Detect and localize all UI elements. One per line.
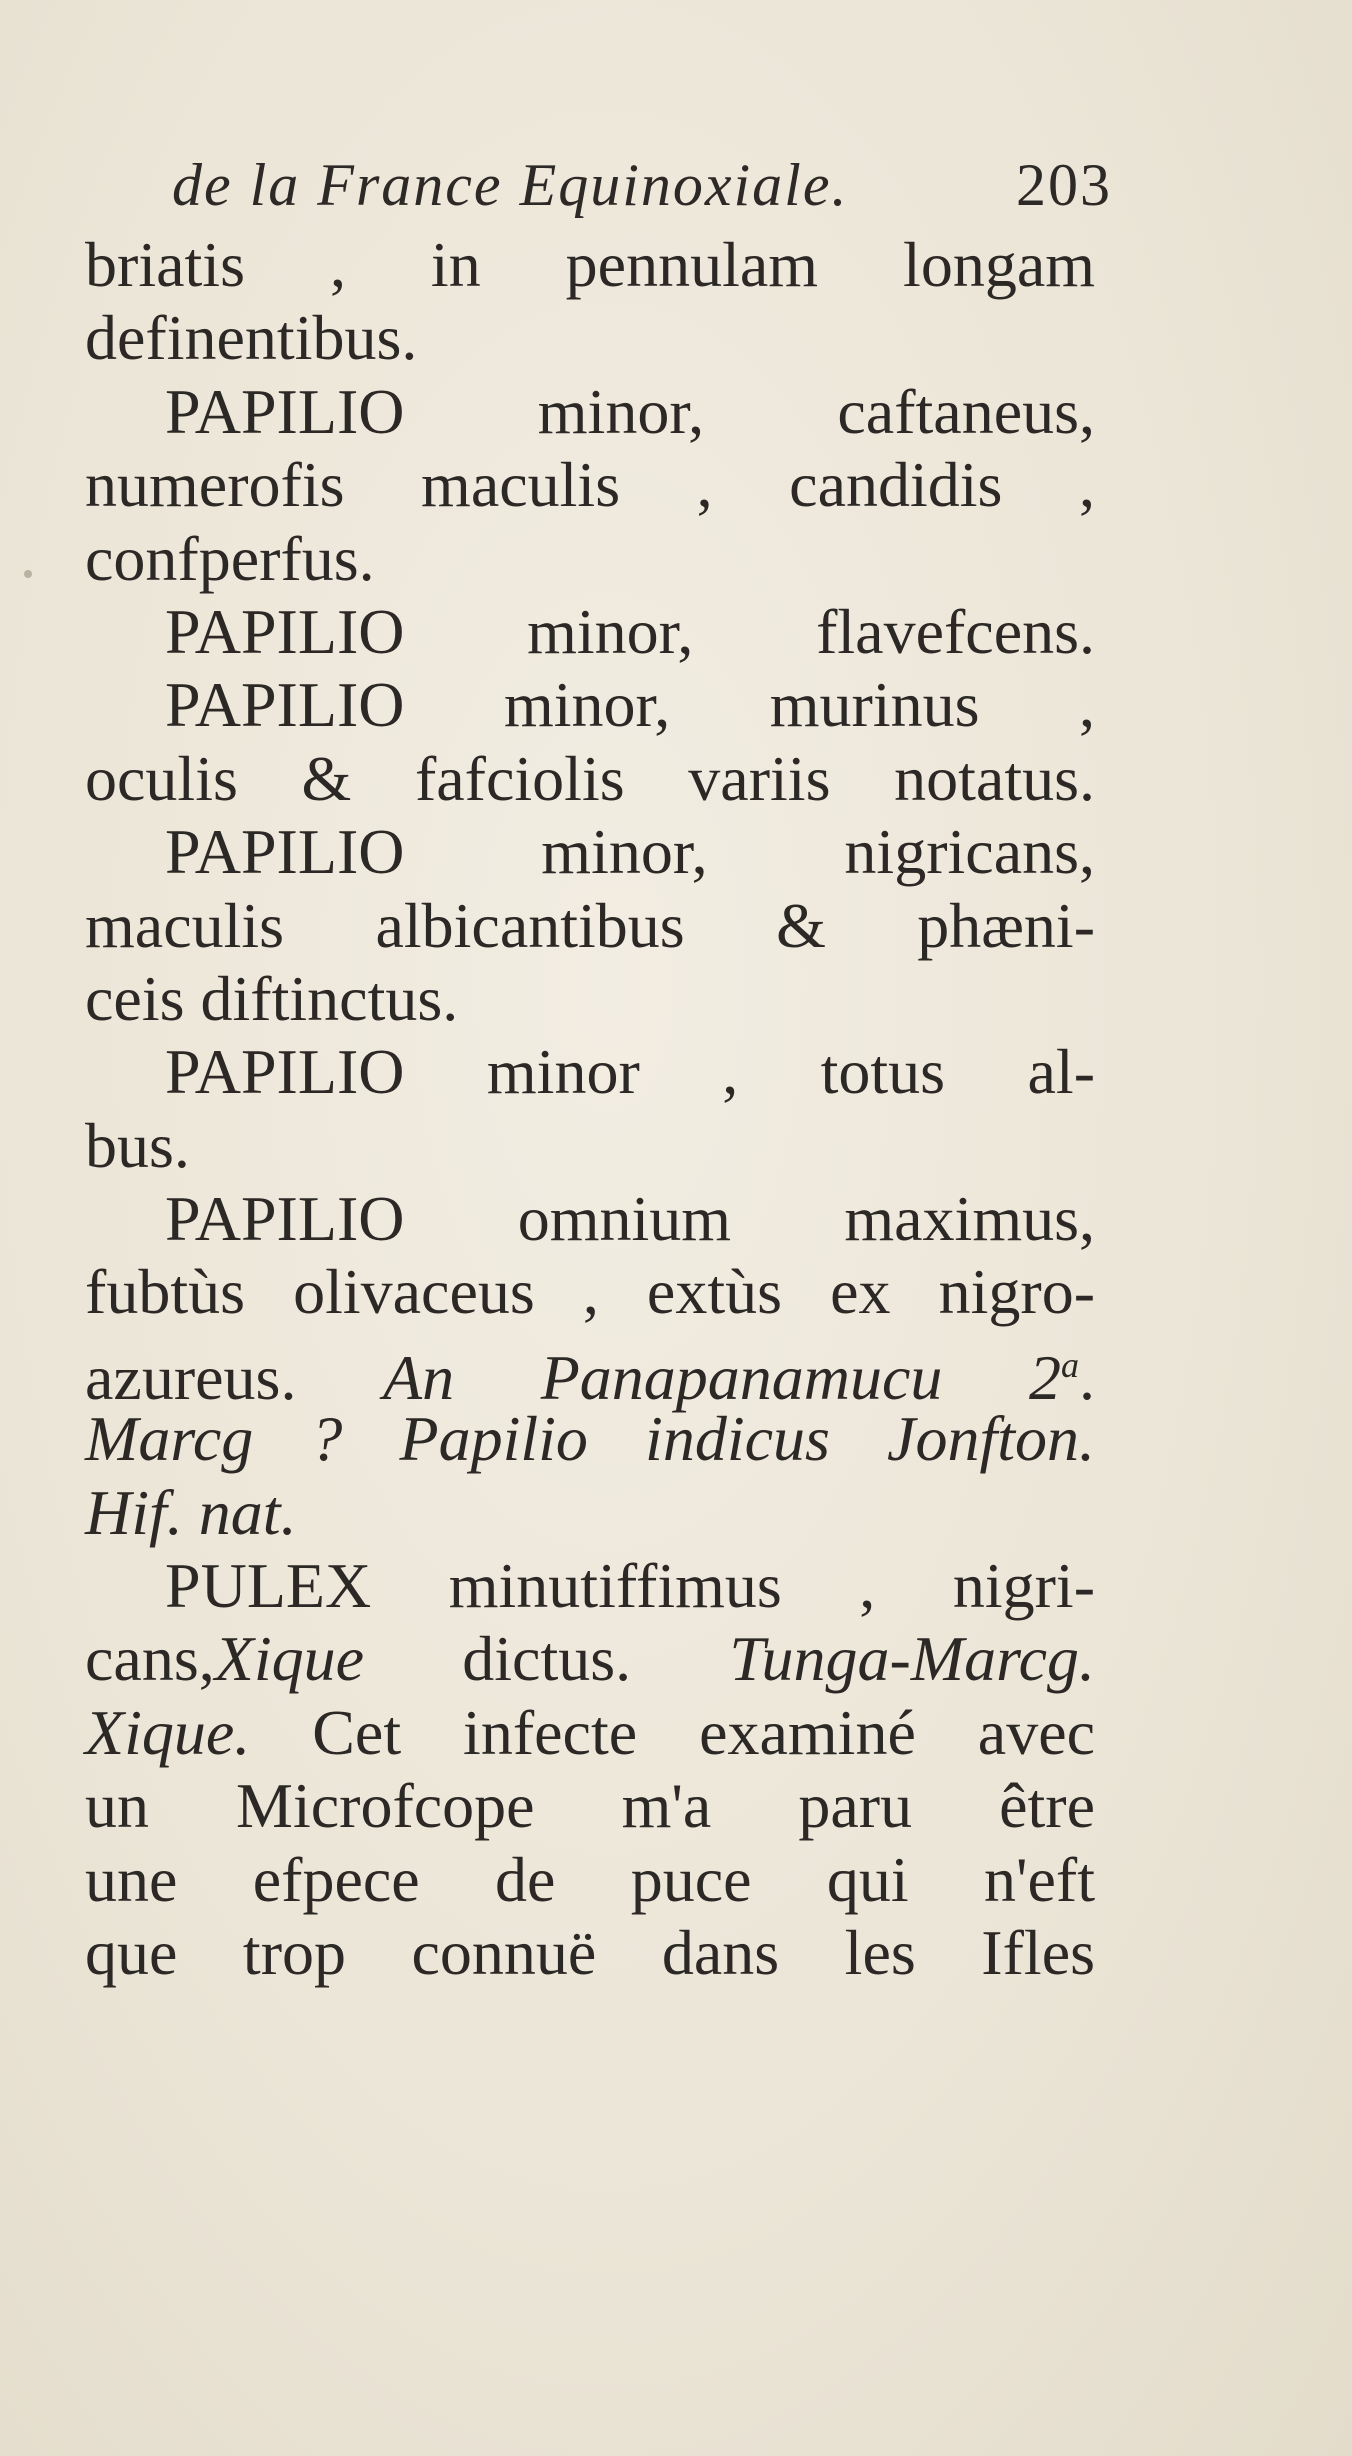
body-text: [85, 228, 1095, 1989]
text-line: Marcg ? Papilio indicus Jonfton.: [85, 1403, 1095, 1475]
text-segment: Cet infecte examiné avec: [250, 1696, 1095, 1768]
page-number: 203: [1016, 152, 1112, 218]
text-line: une efpece de puce qui n'eft: [85, 1843, 1095, 1915]
text-line: PAPILIO minor, flavefcens.: [165, 595, 1095, 667]
running-title: de la France Equinoxiale.: [172, 152, 849, 218]
margin-speck: [24, 570, 32, 578]
text-line: fubtùs olivaceus , extùs ex nigro-: [85, 1256, 1095, 1328]
text-line: oculis & fafciolis variis notatus.: [85, 742, 1095, 814]
text-line: numerofis maculis , candidis ,: [85, 449, 1095, 521]
text-segment: dictus.: [364, 1623, 730, 1695]
text-line: que trop connuë dans les Ifles: [85, 1916, 1095, 1988]
text-line: [85, 1622, 1095, 1695]
text-segment: azureus.: [85, 1341, 297, 1413]
superscript: a: [1061, 1344, 1080, 1385]
text-line: briatis , in pennulam longam: [85, 229, 1095, 300]
text-segment-italic: Tunga-Marcg.: [729, 1623, 1095, 1695]
text-line: PAPILIO minor, caftaneus,: [165, 375, 1095, 447]
text-line: Hif. nat.: [85, 1476, 297, 1548]
text-segment-italic: Xique: [214, 1623, 364, 1695]
text-line: [85, 1329, 1096, 1413]
text-line: bus.: [85, 1109, 190, 1181]
text-line: PAPILIO minor , totus al-: [165, 1036, 1095, 1108]
text-segment: cans,: [85, 1623, 215, 1695]
text-line: un Microfcope m'a paru être: [85, 1770, 1095, 1842]
text-segment-italic: Xique.: [85, 1696, 251, 1768]
text-line: [85, 1696, 1095, 1769]
text-line: PULEX minutiffimus , nigri-: [165, 1550, 1095, 1622]
text-line: PAPILIO minor, nigricans,: [165, 816, 1095, 888]
text-segment: .: [1079, 1341, 1096, 1413]
running-header: [172, 150, 1112, 220]
text-line: PAPILIO minor, murinus ,: [165, 669, 1095, 741]
text-line: maculis albicantibus & phæni-: [85, 889, 1095, 961]
text-line: ceis diftinctus.: [85, 962, 459, 1034]
text-segment-italic: An Panapanamucu 2: [383, 1341, 1062, 1413]
text-line: PAPILIO omnium maximus,: [165, 1183, 1095, 1255]
text-line: definentibus.: [85, 302, 418, 374]
text-line: confperfus.: [85, 522, 375, 594]
